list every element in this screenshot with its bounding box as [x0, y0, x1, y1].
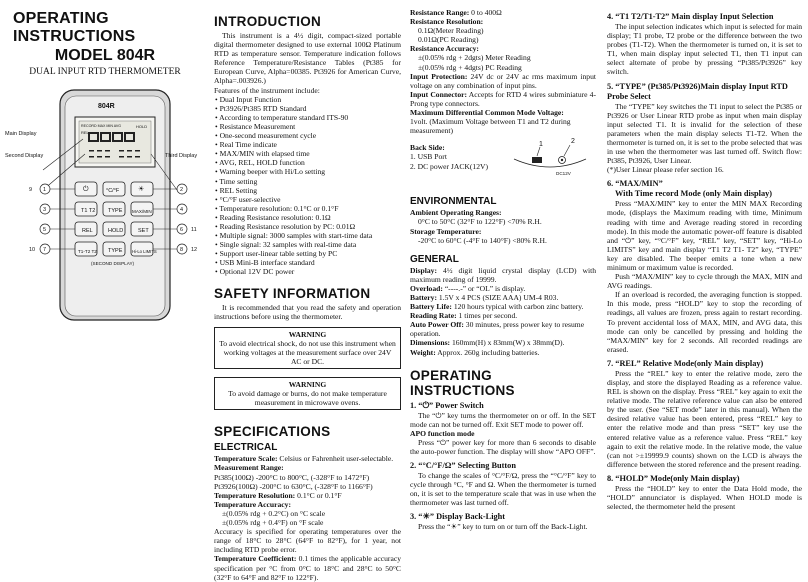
feature-item: • Reading Resistance resolution: 0.1Ω	[215, 212, 331, 222]
callout-10: 10	[29, 247, 36, 253]
feature-item: • Support user-linear table setting by PC	[215, 249, 338, 259]
op1-text: The “⏻” key turns the thermometer on or off. In the SET mode can not be turned off. Exit SET mode to power off.	[410, 410, 596, 429]
dimensions-spec: Dimensions: 160mm(H) x 83mm(W) x 38mm(D).	[410, 338, 565, 348]
key-maxmin[interactable]: MAX/MIN	[132, 209, 152, 214]
apo-title: APO function mode	[410, 428, 475, 438]
column-2	[214, 0, 401, 582]
ambient-value: 0°C to 50°C (32°F to 122°F) <70% R.H.	[418, 217, 542, 227]
battery-spec: Battery: 1.5V x 4 PCS (SIZE AAA) UM-4 R03.	[410, 292, 559, 302]
key-type-second[interactable]: TYPE	[108, 248, 123, 254]
feature-item: • Dual Input Function	[215, 94, 282, 104]
warning-text: To avoid damage or burns, do not make temperature measurement in microwave ovens.	[228, 389, 387, 408]
features-list	[214, 95, 401, 277]
introduction-heading: INTRODUCTION	[214, 14, 322, 29]
op2-text: To change the scales of °C/°F/Ω, press the “°C/°F” key to cycle through °C, °F and Ω. When the thermometer is turned on, it is set to the temperature scale that was in use when the thermometer was last turned off.	[410, 471, 596, 508]
back-side-1: 1. USB Port	[410, 152, 447, 162]
s6-subtitle: With Time record Mode (only Main display)	[615, 189, 773, 199]
feature-item: • Pt3926/Pt385 RTD Standard	[215, 103, 307, 113]
electrical-heading: ELECTRICAL	[214, 442, 278, 454]
model-title: MODEL 804R	[54, 47, 156, 64]
features-intro: Features of the instrument include:	[214, 85, 320, 95]
feature-item: • Multiple signal: 3000 samples with start-time data	[215, 231, 373, 241]
key-hilo-limits[interactable]: Hi-Lo LIMITS	[132, 249, 157, 254]
input-protection: Input Protection: 24V dc or 24V ac rms maximum input voltage on any combination of input pins.	[410, 71, 596, 90]
key-backlight[interactable]: ☀	[138, 186, 145, 193]
callout-3: 3	[43, 207, 47, 213]
feature-item: • REL Setting	[215, 185, 258, 195]
key-unit[interactable]: °C/°F	[106, 188, 120, 194]
s7-text: Press the “REL” key to enter the relative mode, zero the display, and store the displayed Reading as a reference value. REL is shown on the display. Press “REL” key again to exit the relative mode. The relative reference value can also be entered by the user. (See “SET mode” later in this manual). When the desired relative value has been entered, press “REL” key to enter the relative mode and than press “SET” key use the entered relative value as a reference value. Press “REL” key again to exit the relative mode. In the relative mode, the value (can not >±19999.9 counts) shown on the LCD is always the difference between the stored reference and the present reading.	[607, 368, 802, 469]
meas-range-1: Pt385(100Ω) -200°C to 800°C, (-328°F to 1472°F)	[214, 472, 370, 482]
key-set[interactable]: SET	[138, 228, 149, 234]
column-3	[410, 0, 596, 532]
feature-item: • Optional 12V DC power	[215, 267, 295, 277]
s6-text-2: Push “MAX/MIN” key to cycle through the MAX, MIN and AVG readings.	[607, 272, 802, 291]
back-callout-1: 1	[539, 141, 543, 149]
res-range: Resistance Range: 0 to 400Ω	[410, 8, 502, 17]
temp-accuracy-1: ±(0.05% rdg + 0.2°C) on °C scale	[222, 508, 326, 518]
res-resolution-label: Resistance Resolution:	[410, 17, 484, 27]
warning-box-1	[214, 327, 401, 369]
column-1	[5, 0, 205, 562]
feature-item: • Temperature resolution: 0.1°C or 0.1°F	[215, 203, 339, 213]
back-side-drawing	[510, 137, 590, 177]
temp-accuracy-label: Temperature Accuracy:	[214, 499, 291, 509]
key-hold[interactable]: HOLD	[108, 228, 124, 234]
warning-title: WARNING	[288, 329, 327, 339]
storage-label: Storage Temperature:	[410, 226, 482, 236]
s8-title: 8. “HOLD” Mode(only Main display)	[607, 473, 740, 483]
doc-title: OPERATING INSTRUCTIONS	[13, 10, 136, 45]
meas-range-2: Pt3926(100Ω) -200°C to 630°C, (-328°F to 1166°F)	[214, 481, 373, 491]
max-diff-value: 1volt. (Maximum Voltage between T1 and T2 during measurement)	[410, 117, 571, 136]
callout-4: 4	[180, 207, 184, 213]
key-power[interactable]: ⏻	[83, 186, 89, 193]
back-side-block	[410, 138, 596, 187]
back-side-2: 2. DC power JACK(12V)	[410, 161, 489, 171]
res-accuracy-label: Resistance Accuracy:	[410, 44, 479, 54]
feature-item: • Time setting	[215, 176, 258, 186]
dc12v-label: DC12V	[556, 171, 571, 177]
feature-item: • Real Time indicate	[215, 140, 277, 150]
op2-title: 2. “°C/°F/Ω” Selecting Button	[410, 461, 516, 471]
s7-title: 7. “REL” Relative Mode(only Main display)	[607, 358, 764, 368]
s5-note: (*)User Linear please refer section 16.	[607, 165, 724, 175]
feature-item: • One-second measurement cycle	[215, 131, 317, 141]
s5-text: The “TYPE” key switches the T1 input to select the Pt385 or Pt3926 or User Linear RTD probe as input when main display input selected T1. It is invalid for the selection of these parameters when the main display selects T1-T2. When the thermometer is turned on, it is set to the probe selected that was in use when the thermometer was last turned off. Switch flow: Pt385, Pt3926, User Linear.	[607, 101, 802, 166]
back-side-label: Back Side:	[410, 143, 445, 153]
res-accuracy-2: ±(0.05% rdg + 4dgts) PC Reading	[418, 62, 522, 72]
s4-title: 4. “T1 T2/T1-T2” Main display Input Selection	[607, 12, 774, 21]
temp-coefficient: Temperature Coefficient: 0.1 times the applicable accuracy specification per °C from 0°C to 18°C and 28°C to 50°C (32°F to 64°F and 82°F to 122°F).	[214, 554, 401, 582]
feature-item: • Resistance Measurement	[215, 121, 296, 131]
ambient-label: Ambient Operating Ranges:	[410, 208, 502, 218]
s6-text-3: If an overload is recorded, the averaging function is stopped. In this mode, press “HOLD” key to stop the recording of readings, all values are frozen, press again to restart recording. To prevent accidental loss of MAX, MIN, and AVG data, this mode can only be cancelled by pressing and holding the “MAX/MIN” key for 2 seconds. All recorded readings are erased.	[607, 290, 802, 354]
main-display-label: Main Display	[5, 131, 37, 137]
environmental-heading: ENVIRONMENTAL	[410, 196, 497, 208]
general-heading: GENERAL	[410, 253, 459, 265]
callout-11: 11	[191, 227, 197, 233]
op3-text: Press the “☀” key to turn on or turn off the Back-Light.	[418, 522, 588, 532]
auto-off-spec: Auto Power Off: 30 minutes, press power key to resume operation.	[410, 320, 585, 339]
second-display-caption: (SECOND DISPLAY)	[91, 261, 135, 266]
callout-2: 2	[180, 187, 184, 193]
back-callout-2: 2	[571, 138, 575, 146]
doc-subtitle: DUAL INPUT RTD THERMOMETER	[29, 67, 181, 77]
reading-rate-spec: Reading Rate: 1 times per second.	[410, 311, 518, 321]
key-t1-t2-second[interactable]: T1-T2 T2	[78, 249, 97, 254]
meter-illustration	[5, 82, 205, 562]
s4-text: The input selection indicates which input is selected for main display; T1 probe, T2 probe or the difference between the two probes (T1-T2). When the thermometer is turned on, it is set to T1, when main display input selected T1, then T1 input can select alternate of probe by pressing “Pt385/Pt3926” key switch.	[607, 22, 802, 77]
callout-12: 12	[191, 247, 198, 253]
input-connector: Input Connector: Accepts for RTD 4 wires subminiature 4-Prong type connectors.	[410, 89, 597, 108]
feature-item: • Single signal: 32 samples with real-time data	[215, 240, 357, 250]
warning-text: To avoid electrical shock, do not use this instrument when working voltages at the measurement surface over 24V AC or DC.	[219, 338, 396, 366]
max-diff-label: Maximum Differential Common Mode Voltage:	[410, 108, 564, 118]
apo-text: Press “⏻” power key for more than 6 seconds to disable the auto-power function. The display will show “APO OFF”.	[410, 437, 596, 456]
temp-resolution: Temperature Resolution: 0.1°C or 0.1°F	[214, 490, 342, 500]
callout-6: 6	[180, 227, 184, 233]
feature-item: • According to temperature standard ITS-90	[215, 112, 349, 122]
feature-item: • °C/°F user-selective	[215, 194, 281, 204]
feature-item: • Warning beeper with Hi/Lo setting	[215, 167, 326, 177]
meter-brand: 804R	[98, 103, 115, 110]
s5-title: 5. “TYPE” (Pt385/Pt3926)Main display Input RTD Probe Select	[607, 81, 788, 101]
res-resolution-2: 0.01Ω(PC Reading)	[418, 35, 479, 45]
temp-scale: Temperature Scale: Celsius or Fahrenheit user-selectable.	[214, 454, 394, 464]
key-type[interactable]: TYPE	[108, 208, 123, 214]
third-display-label: Third Display	[165, 153, 198, 159]
res-accuracy-1: ±(0.05% rdg + 2dgts) Meter Reading	[418, 53, 531, 63]
feature-item: • MAX/MIN with elapsed time	[215, 149, 310, 159]
s8-text: Press the “HOLD” key to enter the Data Hold mode, the “HOLD” annunciator is displayed. When HOLD mode is selected, the thermometer held the present	[607, 483, 802, 512]
op3-title: 3. “☀” Display Back-Light	[410, 512, 506, 522]
specifications-heading: SPECIFICATIONS	[214, 424, 331, 440]
storage-value: -20°C to 60°C (-4°F to 140°F) <80% R.H.	[418, 235, 547, 245]
callout-7: 7	[43, 247, 47, 253]
callout-1: 1	[43, 187, 47, 193]
s6-title: 6. “MAX/MIN”	[607, 179, 663, 189]
battery-life-spec: Battery Life: 120 hours typical with carbon zinc battery.	[410, 302, 584, 312]
column-4	[607, 0, 802, 511]
lcd-rel-label: REL	[81, 130, 89, 135]
callout-5: 5	[43, 227, 47, 233]
callout-8: 8	[180, 247, 184, 253]
operating-heading: OPERATING INSTRUCTIONS	[410, 367, 515, 398]
accuracy-note: Accuracy is specified for operating temperatures over the range of 18°C to 28°C (64°F to 82°F), for 1 year, not including RTD probe error.	[214, 527, 401, 555]
second-display-label: Second Display	[5, 153, 44, 159]
callout-9: 9	[29, 187, 33, 193]
lcd-record-label: RECORD MAX MIN AVG	[81, 124, 122, 128]
key-t1t2[interactable]: T1 T2	[81, 208, 96, 214]
introduction-text: This instrument is a 4½ digit, compact-sized portable digital thermometer designed to use external 100Ω Platinum RTD as temperature sensor. Temperature indication follows Reference Temperature/Resistance Tables (Pt385 for European Curve, Alpha=00385. Pt3926 for American Curve, Alpha=.003926.)	[214, 31, 401, 86]
overload-spec: Overload: “----.-” or “OL” is display.	[410, 283, 526, 293]
safety-heading: SAFETY INFORMATION	[214, 285, 371, 301]
warning-box-2	[214, 377, 401, 410]
feature-item: • Reading Resistance resolution by PC: 0.01Ω	[215, 221, 356, 231]
weight-spec: Weight: Approx. 260g including batteries.	[410, 347, 540, 357]
s6-text-1: Press “MAX/MIN” key to enter the MIN MAX Recording mode, (displays the Maximum reading with time, Minimum reading with time and Average reading stored in recording mode). In this mode the automatic power-off feature is disabled and “⏻” key, “°C/°F” key, “REL” key, “SET” key, “Hi-Lo LIMITS” key and main display “T1 T2 T1- T2” key, “TYPE” key are disabled. The beeper emits a tone when a new minimum or maximum value is recorded.	[607, 199, 802, 272]
key-rel[interactable]: REL	[82, 228, 93, 234]
display-spec: Display: 4½ digit liquid crystal display (LCD) with maximum reading of 19999.	[410, 265, 596, 284]
warning-title: WARNING	[288, 380, 327, 390]
safety-text: It is recommended that you read the safety and operation instructions before using the thermometer.	[214, 302, 401, 321]
feature-item: • AVG, REL, HOLD function	[215, 158, 305, 168]
feature-item: • USB Mini-B interface standard	[215, 258, 315, 268]
meas-range-label: Measurement Range:	[214, 463, 284, 473]
temp-accuracy-2: ±(0.05% rdg + 0.4°F) on °F scale	[222, 518, 324, 528]
res-resolution-1: 0.1Ω(Meter Reading)	[418, 26, 484, 36]
op1-title: 1. “⏻” Power Switch	[410, 400, 484, 410]
lcd-hold-label: HOLD	[136, 124, 148, 129]
